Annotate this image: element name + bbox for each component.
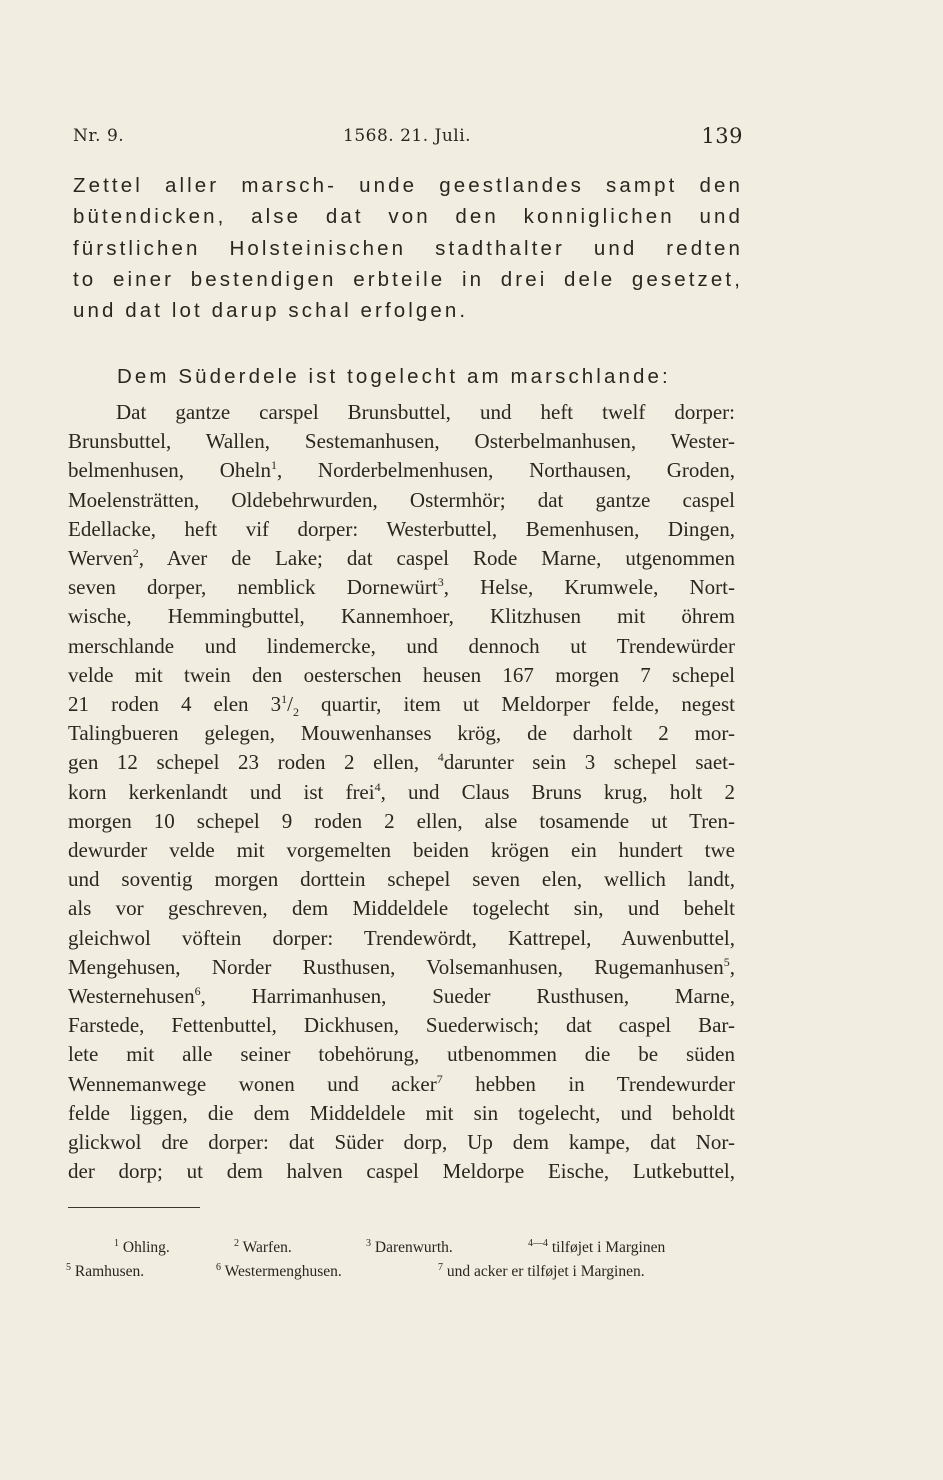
text-line: merschlande und lindemercke, und dennoch ut Trendewürder (68, 633, 735, 658)
text-line: Werven$^2$, Aver de Lake; dat caspel Rode Marne, utgenommen (68, 546, 735, 571)
text-line: velde mit twein den oesterschen heusen 167 morgen 7 schepel (68, 662, 735, 687)
footnotes (66, 1236, 731, 1284)
footnote-4: $^{4—4}$ tilføjet i Marginen (528, 1238, 666, 1256)
footnote-ref: 2 (132, 546, 139, 561)
footnote-3: $^3$ Darenwurth. (366, 1238, 453, 1256)
footnote-row (66, 1236, 731, 1260)
text-line: dewurder velde mit vorgemelten beiden krögen ein hundert twe (68, 838, 735, 863)
title-line: bütendicken, alse dat von den konniglichen und (73, 205, 743, 229)
text-line: als vor geschreven, dem Middeldele togelecht sin, und behelt (68, 896, 735, 921)
title-line: und dat lot darup schal erfolgen. (73, 299, 469, 323)
fraction-denominator: 2 (292, 705, 299, 720)
text-line: Westernehusen$^6$, Harrimanhusen, Sueder Rusthusen, Marne, (68, 984, 735, 1009)
footnote-ref: 4 (437, 750, 444, 765)
text-line: Dat gantze carspel Brunsbuttel, und heft twelf dorper: (116, 400, 735, 424)
fraction-numerator: 1 (281, 692, 288, 707)
footnote-ref: 4 (374, 779, 381, 794)
footnote-divider (68, 1207, 200, 1208)
section-heading: Dem Süderdele ist togelecht am marschlande: (117, 365, 671, 388)
text-line: felde liggen, die dem Middeldele mit sin togelecht, und beholdt (68, 1100, 735, 1125)
footnote-ref: 1 (271, 458, 278, 473)
text-line: Talingbueren gelegen, Mouwenhanses krög, de darholt 2 mor- (68, 721, 735, 746)
text-line: korn kerkenlandt und ist frei$^4$, und Claus Bruns krug, holt 2 (68, 779, 735, 804)
footnote-1: $^1$ Ohling. (114, 1238, 170, 1256)
text-line: wische, Hemmingbuttel, Kannemhoer, Klitzhusen mit öhrem (68, 604, 735, 629)
title-line: Zettel aller marsch- unde geestlandes sampt den (73, 174, 743, 197)
text-line: und soventig morgen dorttein schepel seven elen, wellich landt, (68, 867, 735, 892)
text-line: Mengehusen, Norder Rusthusen, Volsemanhusen, Rugemanhusen$^5$, (68, 954, 735, 979)
text-line: Moelensträtten, Oldebehrwurden, Ostermhör; dat gantze caspel (68, 487, 735, 512)
footnote-6: $^6$ Westermenghusen. (216, 1262, 342, 1280)
text-line: Edellacke, heft vif dorper: Westerbuttel, Bemenhusen, Dingen, (68, 516, 735, 541)
text-line: lete mit alle seiner tobehörung, utbenommen die be süden (68, 1042, 735, 1067)
page-number: 139 (701, 124, 743, 148)
text-line: morgen 10 schepel 9 roden 2 ellen, alse tosamende ut Tren- (68, 808, 735, 833)
text-line: gleichwol vöftein dorper: Trendewördt, Kattrepel, Auwenbuttel, (68, 925, 735, 950)
text-line: gen 12 schepel 23 roden 2 ellen, $^4$darunter sein 3 schepel saet- (68, 750, 736, 775)
footnote-row (66, 1260, 731, 1284)
text-line: Wennemanwege wonen und acker$^7$ hebben in Trendewurder (68, 1071, 736, 1096)
text-line: Brunsbuttel, Wallen, Sestemanhusen, Osterbelmanhusen, Wester- (68, 429, 735, 454)
title-line: fürstlichen Holsteinischen stadthalter und redten (73, 236, 743, 260)
text-line: seven dorper, nemblick Dornewürt$^3$, Helse, Krumwele, Nort- (68, 575, 735, 600)
text-line: belmenhusen, Oheln$^1$, Norderbelmenhusen, Northausen, Groden, (68, 458, 735, 483)
text-line: Farstede, Fettenbuttel, Dickhusen, Suederwisch; dat caspel Bar- (68, 1013, 735, 1038)
footnote-2: $^2$ Warfen. (234, 1238, 292, 1256)
footnote-7: $^7$ und acker er tilføjet i Marginen. (438, 1262, 645, 1280)
document-title (73, 170, 743, 326)
footnote-5: $^5$ Ramhusen. (66, 1262, 145, 1280)
footnote-ref: 7 (436, 1071, 443, 1086)
text-line: 21 roden 4 elen $3^1/_2$ quartir, item ut Meldorper felde, negest (68, 692, 736, 720)
text-line: der dorp; ut dem halven caspel Meldorpe Eische, Lutkebuttel, (68, 1159, 735, 1184)
body-paragraph (68, 398, 735, 1186)
document-number: Nr. 9. (73, 126, 125, 146)
document-date: 1568. 21. Juli. (343, 126, 472, 146)
footnote-ref: 3 (437, 575, 444, 590)
page-header (73, 124, 743, 154)
text-line: glickwol dre dorper: dat Süder dorp, Up dem kampe, dat Nor- (68, 1130, 735, 1155)
footnote-ref: 5 (723, 954, 730, 969)
footnote-ref: 6 (194, 984, 201, 999)
title-line: to einer bestendigen erbteile in drei dele gesetzet, (73, 267, 743, 291)
